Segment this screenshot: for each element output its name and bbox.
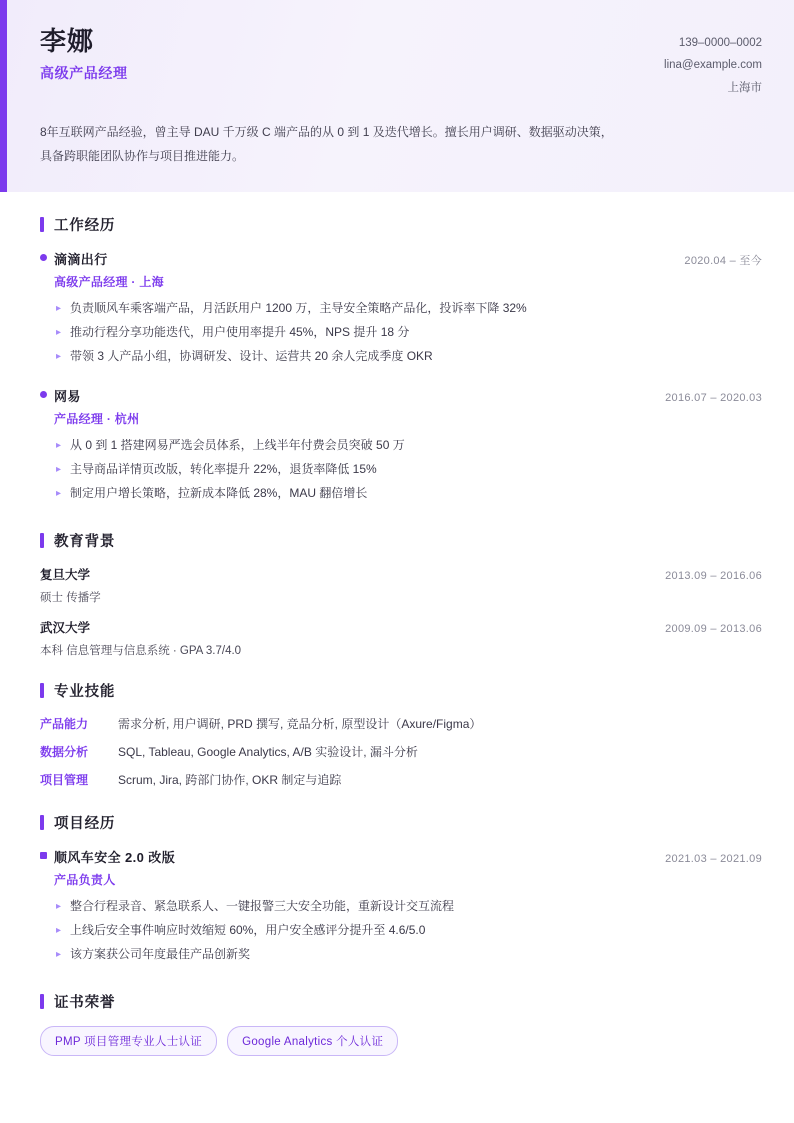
list-item: ▸ 主导商品详情页改版，转化率提升 22%，退货率降低 15% bbox=[54, 460, 762, 484]
skill-row bbox=[40, 715, 762, 734]
status-badge: PMP 项目管理专业人士认证 bbox=[40, 1026, 217, 1056]
contact-email: lina@example.com bbox=[664, 59, 762, 72]
education-school: 复旦大学 bbox=[40, 567, 91, 582]
identity-block bbox=[40, 26, 128, 83]
entry-header bbox=[54, 386, 762, 405]
education-school: 武汉大学 bbox=[40, 620, 91, 635]
timeline-dot-icon bbox=[40, 254, 47, 261]
contact-block bbox=[664, 26, 762, 99]
list-item: ▸ 从 0 到 1 搭建网易严选会员体系，上线半年付费会员突破 50 万 bbox=[54, 436, 762, 460]
section-heading-text: 工作经历 bbox=[54, 218, 116, 235]
section-accent-bar-icon bbox=[40, 217, 44, 232]
section-certificates bbox=[40, 991, 762, 1056]
skill-category-label: 数据分析 bbox=[40, 745, 89, 760]
entry-date-range: 2021.03 – 2021.09 bbox=[665, 853, 762, 866]
list-item: ▸ 推动行程分享功能迭代，用户使用率提升 45%，NPS 提升 18 分 bbox=[54, 323, 762, 347]
project-name: 顺风车安全 2.0 改版 bbox=[54, 850, 176, 866]
skill-row bbox=[40, 771, 762, 790]
section-heading-text: 教育背景 bbox=[54, 533, 116, 550]
skill-category-label: 项目管理 bbox=[40, 773, 89, 788]
project-role: 产品负责人 bbox=[54, 873, 116, 888]
entry-header bbox=[54, 847, 762, 866]
entry-header bbox=[40, 565, 762, 583]
list-item: ▸ 上线后安全事件响应时效缩短 60%，用户安全感评分提升至 4.6/5.0 bbox=[54, 921, 762, 945]
contact-phone: 139–0000–0002 bbox=[678, 37, 762, 49]
entry-subtitle: 产品经理 · 杭州 bbox=[54, 412, 140, 427]
entry-subtitle: 高级产品经理 · 上海 bbox=[54, 275, 164, 290]
candidate-summary: 8年互联网产品经验，曾主导 DAU 千万级 C 端产品的从 0 到 1 及迭代增长。擅长用户调研、数据驱动决策，具备跨职能团队协作与项目推进能力。 bbox=[40, 125, 613, 163]
entry-organization: 网易 bbox=[54, 389, 81, 405]
skill-items: Scrum, Jira, 跨部门协作, OKR 制定与追踪 bbox=[118, 773, 342, 788]
section-accent-bar-icon bbox=[40, 683, 44, 698]
section-heading-text: 证书荣誉 bbox=[54, 994, 116, 1011]
section-title-certificates bbox=[40, 991, 762, 1012]
section-heading-text: 项目经历 bbox=[54, 816, 116, 833]
candidate-name: 李娜 bbox=[40, 26, 95, 56]
experience-entry bbox=[40, 386, 762, 507]
section-experience bbox=[40, 214, 762, 508]
section-education bbox=[40, 530, 762, 658]
skill-category-label: 产品能力 bbox=[40, 716, 89, 731]
section-title-experience bbox=[40, 214, 762, 235]
entry-date-range: 2016.07 – 2020.03 bbox=[665, 392, 762, 405]
resume-body bbox=[0, 192, 794, 1056]
list-item: ▸ 整合行程录音、紧急联系人、一键报警三大安全功能，重新设计交互流程 bbox=[54, 897, 762, 921]
list-item: ▸ 带领 3 人产品小组，协调研发、设计、运营共 20 余人完成季度 OKR bbox=[54, 347, 762, 371]
header-top-row bbox=[40, 26, 762, 99]
entry-organization: 滴滴出行 bbox=[54, 252, 108, 268]
status-badge: Google Analytics 个人认证 bbox=[227, 1026, 398, 1056]
entry-bullet-list bbox=[54, 299, 762, 370]
skill-items: SQL, Tableau, Google Analytics, A/B 实验设计, 漏斗分析 bbox=[118, 745, 418, 760]
entry-bullet-list bbox=[54, 897, 762, 968]
experience-entry bbox=[40, 249, 762, 370]
section-accent-bar-icon bbox=[40, 994, 44, 1009]
skill-items: 需求分析, 用户调研, PRD 撰写, 竞品分析, 原型设计（Axure/Figma） bbox=[118, 716, 482, 731]
entry-date-range: 2013.09 – 2016.06 bbox=[665, 569, 762, 582]
section-projects bbox=[40, 812, 762, 968]
list-item: ▸ 负责顺风车乘客端产品，月活跃用户 1200 万，主导安全策略产品化，投诉率下降 32% bbox=[54, 299, 762, 323]
entry-header bbox=[40, 618, 762, 636]
section-heading-text: 专业技能 bbox=[54, 683, 116, 700]
education-entry bbox=[40, 565, 762, 605]
timeline-square-icon bbox=[40, 852, 47, 859]
project-entry bbox=[40, 847, 762, 968]
section-accent-bar-icon bbox=[40, 815, 44, 830]
skill-row bbox=[40, 743, 762, 762]
resume-header bbox=[0, 0, 794, 192]
section-accent-bar-icon bbox=[40, 533, 44, 548]
timeline-dot-icon bbox=[40, 391, 47, 398]
entry-bullet-list bbox=[54, 436, 762, 507]
section-title-skills bbox=[40, 680, 762, 701]
entry-date-range: 2009.09 – 2013.06 bbox=[665, 622, 762, 635]
candidate-role: 高级产品经理 bbox=[40, 65, 128, 82]
education-detail: 本科 信息管理与信息系统 · GPA 3.7/4.0 bbox=[40, 644, 242, 657]
entry-header bbox=[54, 249, 762, 268]
section-title-education bbox=[40, 530, 762, 551]
section-title-projects bbox=[40, 812, 762, 833]
education-entry bbox=[40, 618, 762, 658]
education-detail: 硕士 传播学 bbox=[40, 591, 101, 604]
certificate-list bbox=[40, 1026, 762, 1056]
list-item: ▸ 该方案获公司年度最佳产品创新奖 bbox=[54, 945, 762, 969]
entry-date-range: 2020.04 – 至今 bbox=[684, 255, 762, 268]
list-item: ▸ 制定用户增长策略，拉新成本降低 28%，MAU 翻倍增长 bbox=[54, 484, 762, 508]
contact-location: 上海市 bbox=[727, 81, 762, 94]
section-skills bbox=[40, 680, 762, 791]
